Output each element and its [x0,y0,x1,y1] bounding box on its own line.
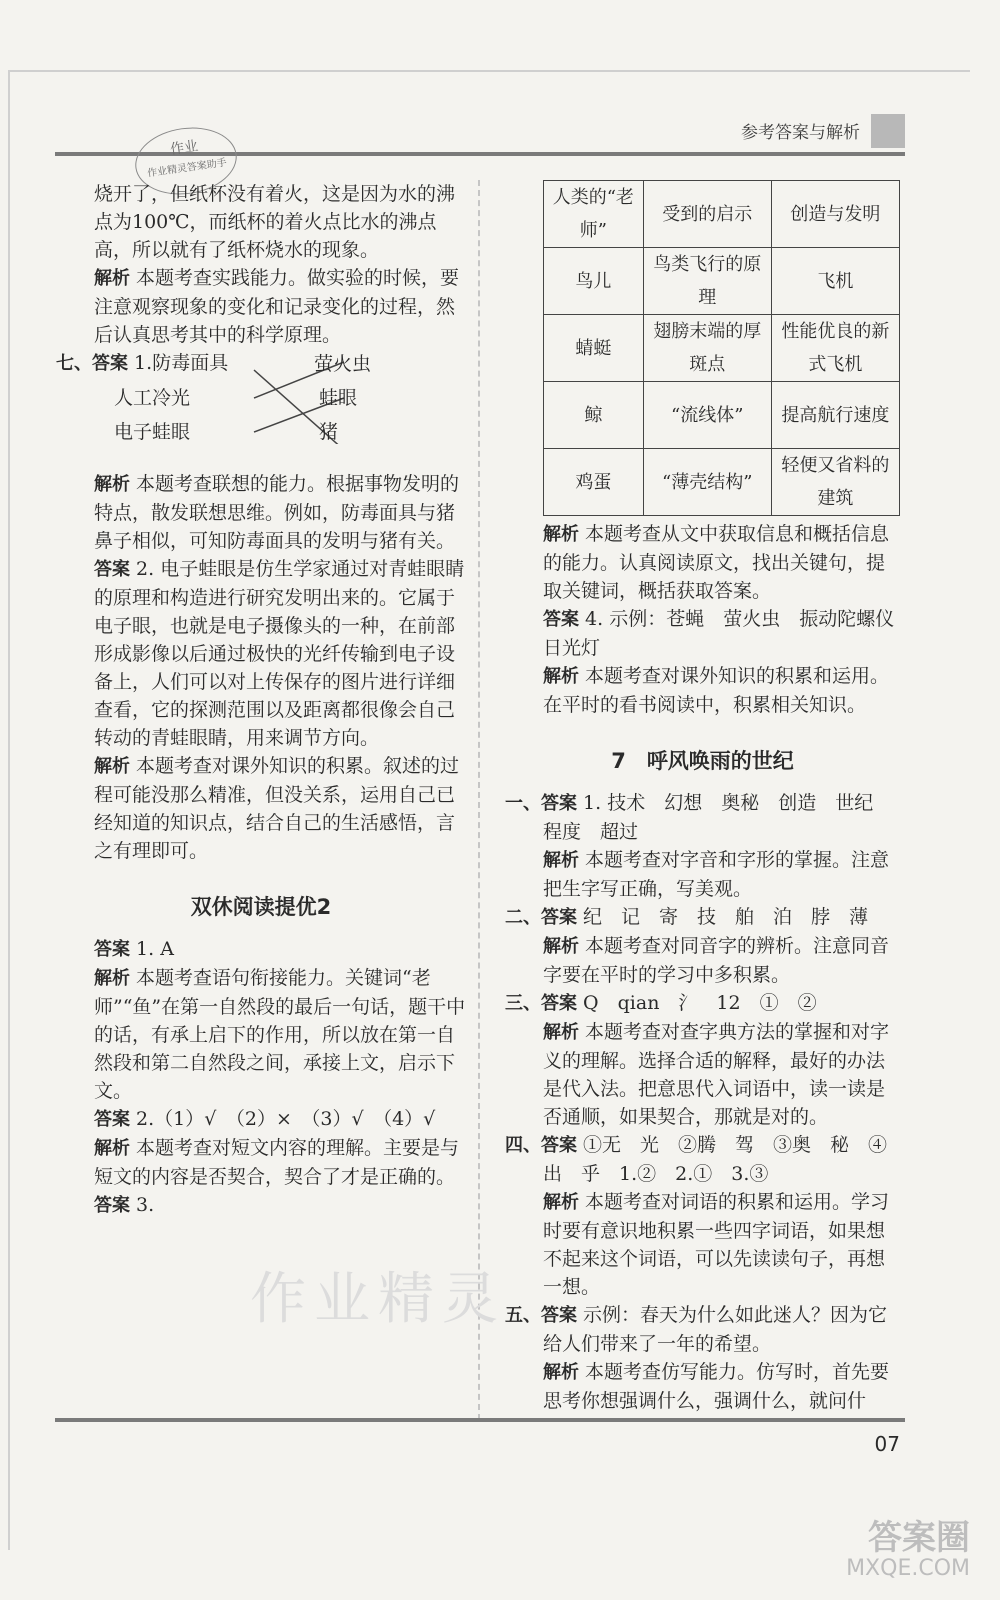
section-number: 7 [611,749,626,773]
analysis-block [505,932,900,989]
analysis-block [56,1134,466,1191]
table-cell: 提高航行速度 [771,382,899,449]
right-column [505,180,914,1415]
text: 1. A [136,938,174,960]
question-1 [505,789,900,846]
answer-block [56,935,466,964]
label: 解析 [94,756,130,777]
label: 答案 [94,559,130,580]
analysis-block [505,1358,900,1415]
label: 答案 [541,1135,577,1156]
text: 2.（1）√ （2）× （3）√ （4）√ [136,1108,436,1130]
label: 解析 [94,474,130,495]
label: 解析 [94,268,130,289]
question-4 [505,1131,900,1188]
section-title [505,747,900,775]
text: 本题考查语句衔接能力。关键词“老师”“鱼”在第一自然段的最后一句话，题干中的话，有承上启下的作用，所以放在第一自然段和第二自然段之间，承接上文，启示下文。 [94,967,466,1102]
text: 本题考查对课外知识的积累。叙述的过程可能没那么精准，但没关系，运用自己已经知道的知识点，结合自己的生活感悟，言之有理即可。 [94,755,460,862]
text: 本题考查对字音和字形的掌握。注意把生字写正确，写美观。 [543,849,890,900]
text: 本题考查对词语的积累和运用。学习时要有意识地积累一些四字词语，如果想不起来这个词语，可以先读读句子，再想一想。 [543,1191,890,1298]
text: 本题考查联想的能力。根据事物发明的特点，散发联想思维。例如，防毒面具与猪鼻子相似，可知防毒面具的发明与猪有关。 [94,473,460,552]
text: ①无 光 ②腾 驾 ③奥 秘 ④出 乎 1.② 2.① 3.③ [543,1134,888,1185]
question-number: 四、 [505,1135,541,1156]
analysis-block [505,846,900,903]
analysis-block [505,520,900,605]
table-cell: 鲸 [544,382,644,449]
text: Q qian 氵 12 ① ② [583,992,817,1014]
table-cell: 轻便又省料的建筑 [771,449,899,516]
label: 答案 [94,939,130,960]
match-left-1: 防毒面具 [152,352,229,374]
section-name: 呼风唤雨的世纪 [646,749,794,773]
question-5 [505,1301,900,1358]
table-cell: 鸟类飞行的原理 [643,248,771,315]
text: 本题考查对查字典方法的掌握和对字义的理解。选择合适的解释，最好的办法是代入法。把意思代入词语中，读一读是否通顺，如果契合，那就是对的。 [543,1021,890,1128]
watermark: 作业精灵 [250,1267,506,1332]
label: 解析 [543,850,579,871]
question-2 [505,903,900,932]
analysis-block [505,662,900,719]
match-right-1: 萤火虫 [314,353,372,375]
question-number: 五、 [505,1305,541,1326]
analysis-block [56,752,466,865]
analysis-block [56,264,466,349]
match-right-3: 猪 [319,421,339,443]
label: 答案 [541,907,577,928]
text: 本题考查实践能力。做实验的时候，要注意观察现象的变化和记录变化的过程，然后认真思考其中的科学原理。 [94,267,460,346]
label: 答案 [92,353,128,374]
label: 解析 [94,968,130,989]
text: 本题考查仿写能力。仿写时，首先要思考你想强调什么，强调什么，就问什 [543,1361,890,1412]
table-cell: 蜻蜓 [544,315,644,382]
question-number: 一、 [505,793,541,814]
label: 解析 [543,1362,579,1383]
label: 解析 [94,1138,130,1159]
text: 4. 示例：苍蝇 萤火虫 振动陀螺仪 日光灯 [543,608,914,659]
table-wrapper [505,180,900,516]
stamp-line1: 作业 [169,138,200,158]
match-right-2: 蛙眼 [319,387,358,409]
page-edge-left [8,70,10,1550]
table-row [544,449,900,516]
page-edge-top [8,70,970,72]
table-cell: 飞机 [771,248,899,315]
label: 解析 [543,524,579,545]
table-cell: 性能优良的新式飞机 [771,315,899,382]
answer-block [56,555,466,752]
paragraph: 烧开了，但纸杯没有着火，这是因为水的沸点为100℃，而纸杯的着火点比水的沸点高，所以就有了纸杯烧水的现象。 [94,183,456,261]
table-header-cell: 受到的启示 [643,181,771,248]
stamp-line2: 作业精灵答案助手 [146,157,228,180]
label: 解析 [543,1192,579,1213]
label: 解析 [543,936,579,957]
analysis-block [56,964,466,1105]
answer-block [56,1191,466,1220]
match-left-3: 电子蛙眼 [114,421,191,443]
corner-url: MXQE.COM [846,1556,970,1581]
footer-rule [55,1418,905,1422]
text: 1. 技术 幻想 奥秘 创造 世纪 程度 超过 [543,792,893,843]
label: 答案 [543,609,579,630]
text: 本题考查对短文内容的理解。主要是与短文的内容是否契合，契合了才是正确的。 [94,1137,460,1188]
label: 答案 [541,993,577,1014]
table-row [544,382,900,449]
column-divider [478,180,480,1420]
question-number: 七、 [56,353,92,374]
bionics-table [543,180,900,516]
text: 3. [136,1194,155,1216]
question-3 [505,989,900,1018]
label: 解析 [543,1022,579,1043]
table-cell: “薄壳结构” [643,449,771,516]
text: 2. 电子蛙眼是仿生学家通过对青蛙眼睛的原理和构造进行研究发明出来的。它属于电子眼，也就是电子摄像头的一种，在前部形成影像以后通过极快的光纤传输到电子设备上，人们可以对上传保存的图片进行详细查看，它的探测范围以及距离都很像会自己转动的青蛙眼睛，用来调节方向。 [94,558,465,749]
match-left-2: 人工冷光 [114,387,191,409]
left-column [56,180,466,1220]
text: 本题考查对同音字的辨析。注意同音字要在平时的学习中多积累。 [543,935,890,986]
answer-block [56,1105,466,1134]
label: 答案 [94,1195,130,1216]
table-header-cell: 人类的“老师” [544,181,644,248]
header-title: 参考答案与解析 [741,123,860,143]
text: 纪 记 寄 技 舶 泊 脖 薄 [583,906,869,928]
answer-block [505,605,914,662]
header-block [871,114,905,148]
table-cell: “流线体” [643,382,771,449]
table-cell: 鸟儿 [544,248,644,315]
corner-logo: 答案圈 [868,1518,970,1558]
analysis-block [505,1018,900,1131]
label: 答案 [94,1109,130,1130]
analysis-block [56,470,466,555]
label: 答案 [541,793,577,814]
text: 本题考查对课外知识的积累和运用。在平时的看书阅读中，积累相关知识。 [543,665,890,716]
question-number: 二、 [505,907,541,928]
table-cell: 鸡蛋 [544,449,644,516]
label: 答案 [541,1305,577,1326]
table-row [544,315,900,382]
text: 本题考查从文中获取信息和概括信息的能力。认真阅读原文，找出关键句，提取关键词，概括获取答案。 [543,523,890,602]
page-number: 07 [874,1432,900,1456]
analysis-block [505,1188,900,1301]
text: 1. [134,352,153,374]
label: 解析 [543,666,579,687]
section-title: 双休阅读提优2 [190,895,332,919]
table-row [544,248,900,315]
text: 示例：春天为什么如此迷人？因为它给人们带来了一年的希望。 [543,1304,888,1355]
question-number: 三、 [505,993,541,1014]
table-header-cell: 创造与发明 [771,181,899,248]
table-header-row [544,181,900,248]
table-cell: 翅膀末端的厚斑点 [643,315,771,382]
